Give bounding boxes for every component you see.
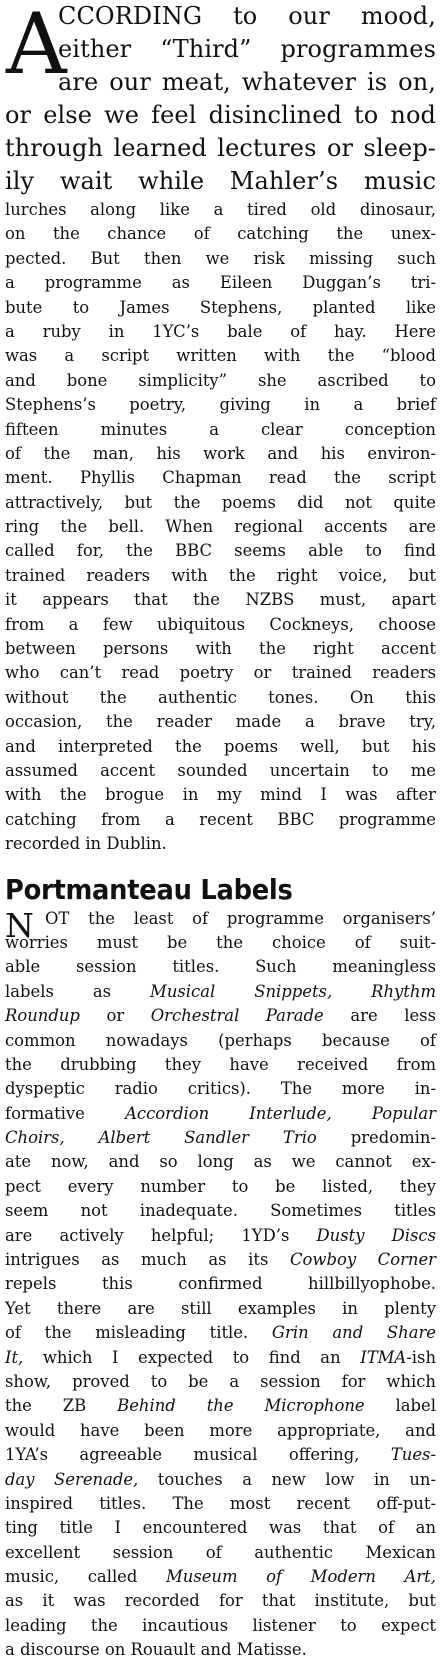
italic-title: Musical Snippets, Rhythm	[150, 981, 436, 1001]
text-line	[5, 1175, 436, 1199]
text-run: Yet there are still examples in plenty	[5, 1298, 436, 1318]
text-run: which I expected to find an	[23, 1347, 361, 1367]
text-run: seem not inadequate. Sometimes titles	[5, 1201, 436, 1221]
text-line	[5, 1614, 436, 1638]
text-run: OT the least of programme organisers’	[45, 908, 436, 928]
text-line	[5, 1150, 436, 1174]
text-line: between persons with the right accent	[5, 639, 436, 659]
text-run: predomin-	[316, 1128, 436, 1148]
text-run: leading the incautious listener to expect	[5, 1615, 436, 1635]
text-line: ment. Phyllis Chapman read the script	[5, 468, 436, 488]
text-line	[5, 1516, 436, 1540]
text-line	[5, 1589, 436, 1613]
text-run: ting title I encountered was that of an	[5, 1518, 436, 1538]
text-run: dyspeptic radio critics). The more in-	[5, 1079, 436, 1099]
text-line	[5, 1029, 436, 1053]
text-line: ring the bell. When regional accents are	[5, 517, 436, 537]
section-heading: Portmanteau Labels	[5, 872, 293, 906]
text-line: ily wait while Mahler’s music	[5, 167, 436, 195]
italic-title: Museum of Modern Art,	[165, 1567, 436, 1587]
text-run: pect every number to be listed, they	[5, 1176, 436, 1196]
text-run: music, called	[5, 1567, 166, 1587]
text-run: excellent session of authentic Mexican	[5, 1542, 436, 1562]
text-line	[5, 1321, 436, 1345]
text-run: 1YA’s agreeable musical offering,	[5, 1445, 391, 1465]
text-line	[5, 1199, 436, 1223]
text-line	[5, 1394, 436, 1418]
text-run: labels as	[5, 981, 151, 1001]
text-run: worries must be the choice of suit-	[5, 932, 436, 952]
text-run: would have been more appropriate, and	[5, 1420, 436, 1440]
text-run: repels this confirmed hillbillyophobe.	[5, 1274, 436, 1294]
text-line: bute to James Stephens, planted like	[5, 297, 436, 317]
text-line: assumed accent sounded uncertain to me	[5, 760, 436, 780]
text-line: fifteen minutes a clear conception	[5, 419, 436, 439]
text-line: trained readers with the right voice, but	[5, 565, 436, 585]
italic-title: Orchestral Parade	[150, 1006, 324, 1026]
text-line: from a few ubiquitous Cockneys, choose	[5, 614, 436, 634]
text-line: Stephens’s poetry, giving in a brief	[5, 395, 436, 415]
text-line: through learned lectures or sleep-	[5, 134, 436, 162]
text-line	[5, 931, 436, 955]
text-line: lurches along like a tired old dinosaur,	[5, 200, 436, 219]
text-line	[5, 1541, 436, 1565]
drop-cap-n: N	[5, 905, 34, 945]
text-line	[5, 1492, 436, 1516]
text-line: called for, the BBC seems able to find	[5, 541, 436, 561]
opening-paragraph	[5, 0, 441, 857]
text-line: it appears that the NZBS must, apart	[5, 590, 436, 610]
drop-cap-a: A	[6, 0, 67, 93]
text-run: inspired titles. The most recent off-put-	[5, 1493, 436, 1513]
text-run: label	[364, 1396, 436, 1416]
text-run: as it was recorded for that institute, but	[5, 1591, 436, 1611]
text-line	[5, 1004, 436, 1028]
text-line	[5, 1272, 436, 1296]
text-line: of the man, his work and his environ-	[5, 443, 436, 463]
text-line	[5, 1443, 436, 1467]
text-line: a programme as Eileen Duggan’s tri-	[5, 273, 436, 293]
text-run: able session titles. Such meaningless	[5, 957, 436, 977]
text-line: attractively, but the poems did not quite	[5, 492, 436, 512]
text-line	[5, 980, 436, 1004]
text-line	[5, 1224, 436, 1248]
italic-title: Accordion Interlude, Popular	[125, 1103, 436, 1123]
text-line: was a script written with the “blood	[5, 346, 436, 366]
text-line	[5, 1053, 436, 1077]
text-run: ate now, and so long as we cannot ex-	[5, 1152, 436, 1172]
text-line: without the authentic tones. On this	[5, 687, 436, 707]
text-run: formative	[5, 1103, 126, 1123]
text-run: show, proved to be a session for which	[5, 1371, 436, 1391]
text-line: pected. But then we risk missing such	[5, 248, 436, 268]
italic-title: Tues-	[390, 1445, 436, 1465]
text-line: and interpreted the poems well, but his	[5, 736, 436, 756]
text-line	[45, 907, 436, 931]
italic-title: Cowboy Corner	[290, 1250, 436, 1270]
text-line: occasion, the reader made a brave try,	[5, 712, 436, 732]
text-line	[5, 955, 436, 979]
italic-title: Grin and Share	[271, 1323, 436, 1343]
text-run: intrigues as much as its	[5, 1250, 291, 1270]
text-run: the ZB	[5, 1396, 118, 1416]
text-line	[5, 1419, 436, 1443]
italic-title: It,	[5, 1347, 24, 1367]
text-line: either “Third” programmes	[58, 35, 436, 63]
text-line: or else we feel disinclined to nod	[5, 101, 436, 129]
text-line: on the chance of catching the unex-	[5, 224, 436, 244]
text-line: with the brogue in my mind I was after	[5, 785, 436, 805]
text-line: a ruby in 1YC’s bale of hay. Here	[5, 321, 436, 341]
text-line	[5, 1248, 436, 1272]
text-line: CCORDING to our mood,	[58, 2, 436, 30]
text-line: who can’t read poetry or trained readers	[5, 663, 436, 683]
text-line	[5, 1346, 436, 1370]
italic-title: ITMA	[360, 1347, 407, 1367]
magazine-column	[5, 0, 441, 1663]
text-run: are less	[323, 1006, 437, 1026]
italic-title: day Serenade,	[5, 1469, 139, 1489]
text-run: -ish	[406, 1347, 436, 1367]
text-line	[5, 1297, 436, 1321]
text-line	[5, 1126, 436, 1150]
text-line: catching from a recent BBC programme	[5, 809, 436, 829]
text-run: the drubbing they have received from	[5, 1054, 436, 1074]
text-line: recorded in Dublin.	[5, 834, 167, 854]
text-line: are our meat, whatever is on,	[58, 68, 436, 96]
section-paragraph	[5, 907, 441, 1663]
italic-title: Behind the Microphone	[117, 1396, 365, 1416]
text-line	[5, 1102, 436, 1126]
text-line: and bone simplicity” she ascribed to	[5, 370, 436, 390]
italic-title: Choirs, Albert Sandler Trio	[5, 1128, 317, 1148]
text-line	[5, 1370, 436, 1394]
text-run: a discourse on Rouault and Matisse.	[5, 1640, 307, 1660]
text-run: touches a new low in un-	[138, 1469, 436, 1489]
italic-title: Roundup	[5, 1006, 80, 1026]
text-line	[5, 1468, 436, 1492]
text-run: common nowadays (perhaps because of	[5, 1030, 436, 1050]
text-run: or	[79, 1006, 151, 1026]
text-line	[5, 1565, 436, 1589]
text-run: of the misleading title.	[5, 1323, 272, 1343]
italic-title: Dusty Discs	[316, 1225, 436, 1245]
text-line	[5, 1077, 436, 1101]
text-line	[5, 1638, 436, 1662]
text-run: are actively helpful; 1YD’s	[5, 1225, 317, 1245]
